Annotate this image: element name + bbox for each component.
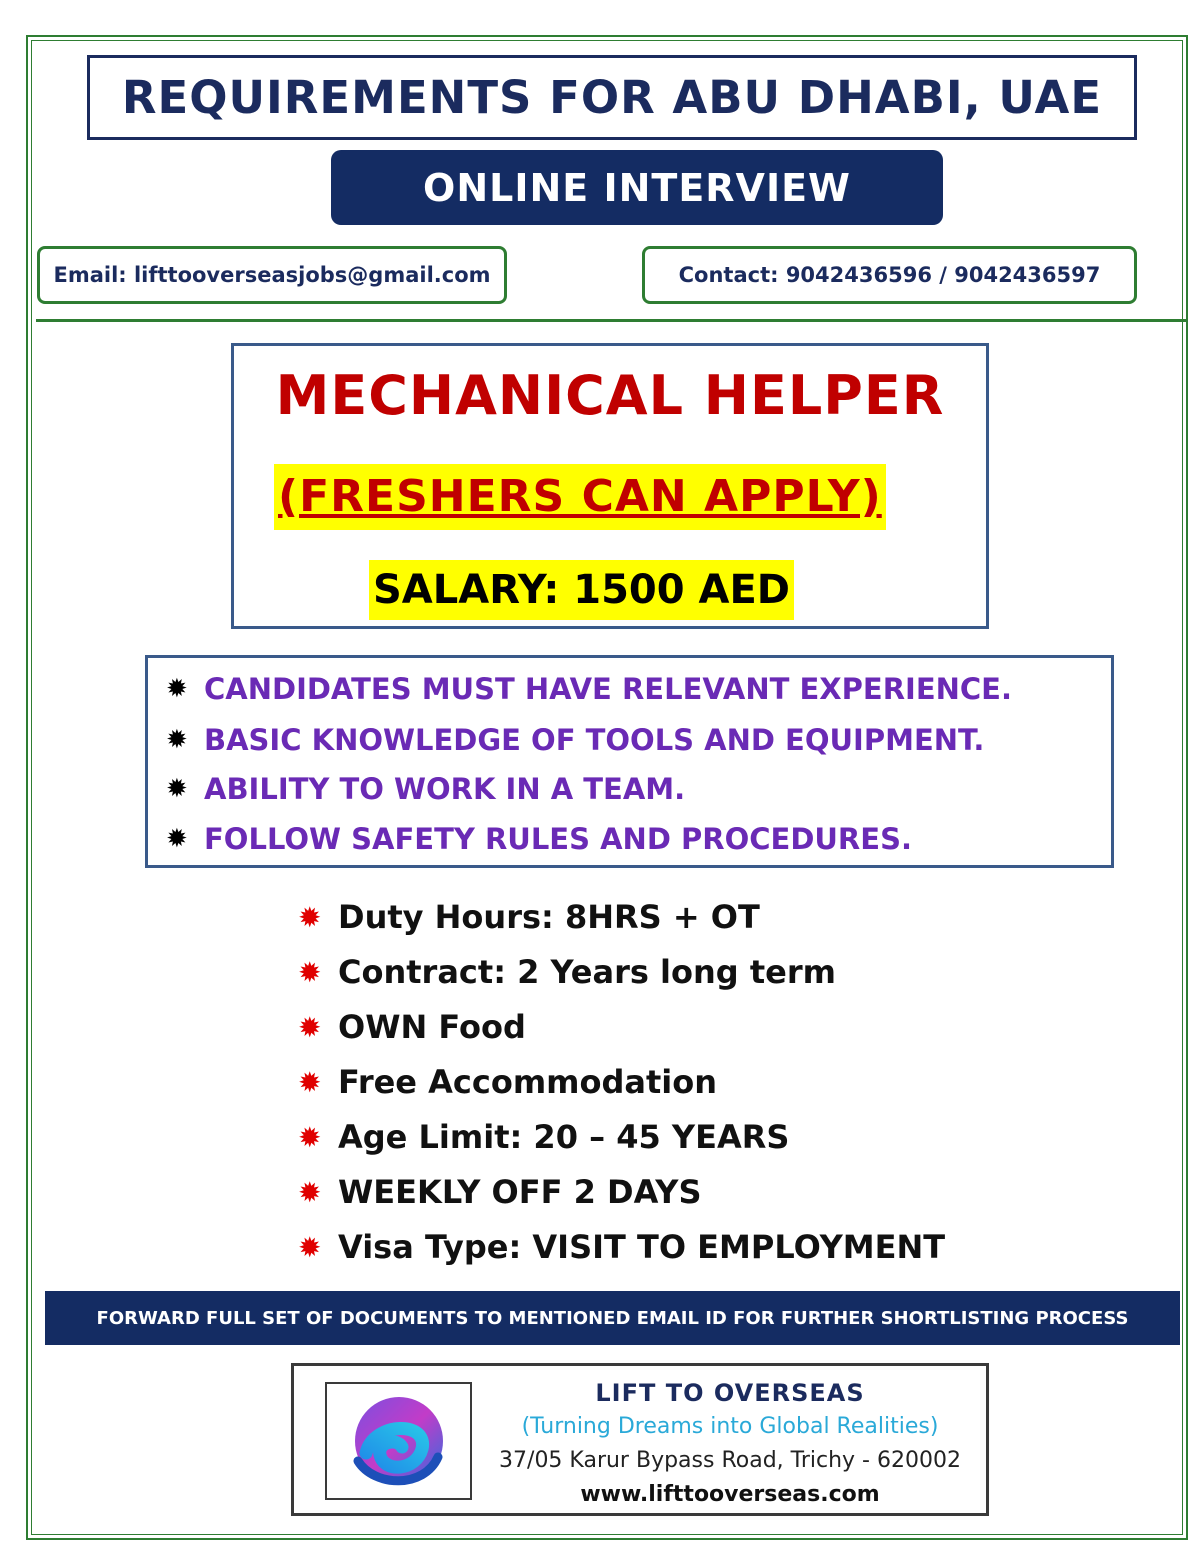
detail-item [298,1173,701,1211]
starburst-bullet-icon: ✹ [166,774,188,804]
requirements-box [145,655,1114,868]
starburst-bullet-icon: ✹ [166,674,188,704]
detail-item [298,953,836,991]
starburst-bullet-icon: ✹ [166,824,188,854]
freshers-note: (FRESHERS CAN APPLY) [274,464,886,530]
list-item [166,772,685,806]
red-starburst-bullet-icon: ✹ [298,955,322,989]
header-title-box [87,55,1137,140]
detail-item [298,1063,717,1101]
forward-note: FORWARD FULL SET OF DOCUMENTS TO MENTIONED EMAIL ID FOR FURTHER SHORTLISTING PROCESS [96,1307,1129,1329]
logo-frame [325,1382,472,1500]
salary-label: SALARY: 1500 AED [369,560,794,620]
footer-box [291,1363,989,1516]
list-item [166,822,912,856]
starburst-bullet-icon: ✹ [166,725,188,755]
swirl-logo-icon [344,1391,454,1491]
online-interview-label: ONLINE INTERVIEW [423,165,851,210]
company-name: LIFT TO OVERSEAS [595,1379,865,1407]
red-starburst-bullet-icon: ✹ [298,1120,322,1154]
red-starburst-bullet-icon: ✹ [298,1010,322,1044]
detail-text: Age Limit: 20 – 45 YEARS [338,1118,790,1156]
contact-text[interactable]: Contact: 9042436596 / 9042436597 [678,263,1101,287]
company-tagline: (Turning Dreams into Global Realities) [521,1414,939,1439]
detail-item [298,1008,526,1046]
detail-text: Contract: 2 Years long term [338,953,836,991]
list-item [166,723,984,757]
header-title: REQUIREMENTS FOR ABU DHABI, UAE [121,71,1103,124]
forward-note-bar [45,1291,1180,1345]
company-address: 37/05 Karur Bypass Road, Trichy - 620002 [499,1448,961,1473]
job-title: MECHANICAL HELPER [275,364,945,427]
red-starburst-bullet-icon: ✹ [298,900,322,934]
email-box [37,246,507,304]
job-box [231,343,989,629]
online-interview-banner [331,150,943,225]
requirement-text: FOLLOW SAFETY RULES AND PROCEDURES. [204,822,912,856]
requirement-text: CANDIDATES MUST HAVE RELEVANT EXPERIENCE. [204,672,1013,706]
detail-text: Duty Hours: 8HRS + OT [338,898,760,936]
detail-text: Free Accommodation [338,1063,718,1101]
contact-box [642,246,1137,304]
divider [36,319,1186,322]
email-text[interactable]: Email: lifttooverseasjobs@gmail.com [53,263,491,287]
detail-item [298,1228,945,1266]
company-website[interactable]: www.lifttooverseas.com [580,1482,880,1507]
red-starburst-bullet-icon: ✹ [298,1230,322,1264]
detail-text: WEEKLY OFF 2 DAYS [338,1173,702,1211]
requirement-text: BASIC KNOWLEDGE OF TOOLS AND EQUIPMENT. [204,723,985,757]
requirement-text: ABILITY TO WORK IN A TEAM. [204,772,686,806]
red-starburst-bullet-icon: ✹ [298,1065,322,1099]
detail-text: Visa Type: VISIT TO EMPLOYMENT [338,1228,946,1266]
detail-item [298,1118,789,1156]
list-item [166,672,1012,706]
red-starburst-bullet-icon: ✹ [298,1175,322,1209]
footer-text [490,1376,970,1512]
detail-item [298,898,760,936]
detail-text: OWN Food [338,1008,526,1046]
